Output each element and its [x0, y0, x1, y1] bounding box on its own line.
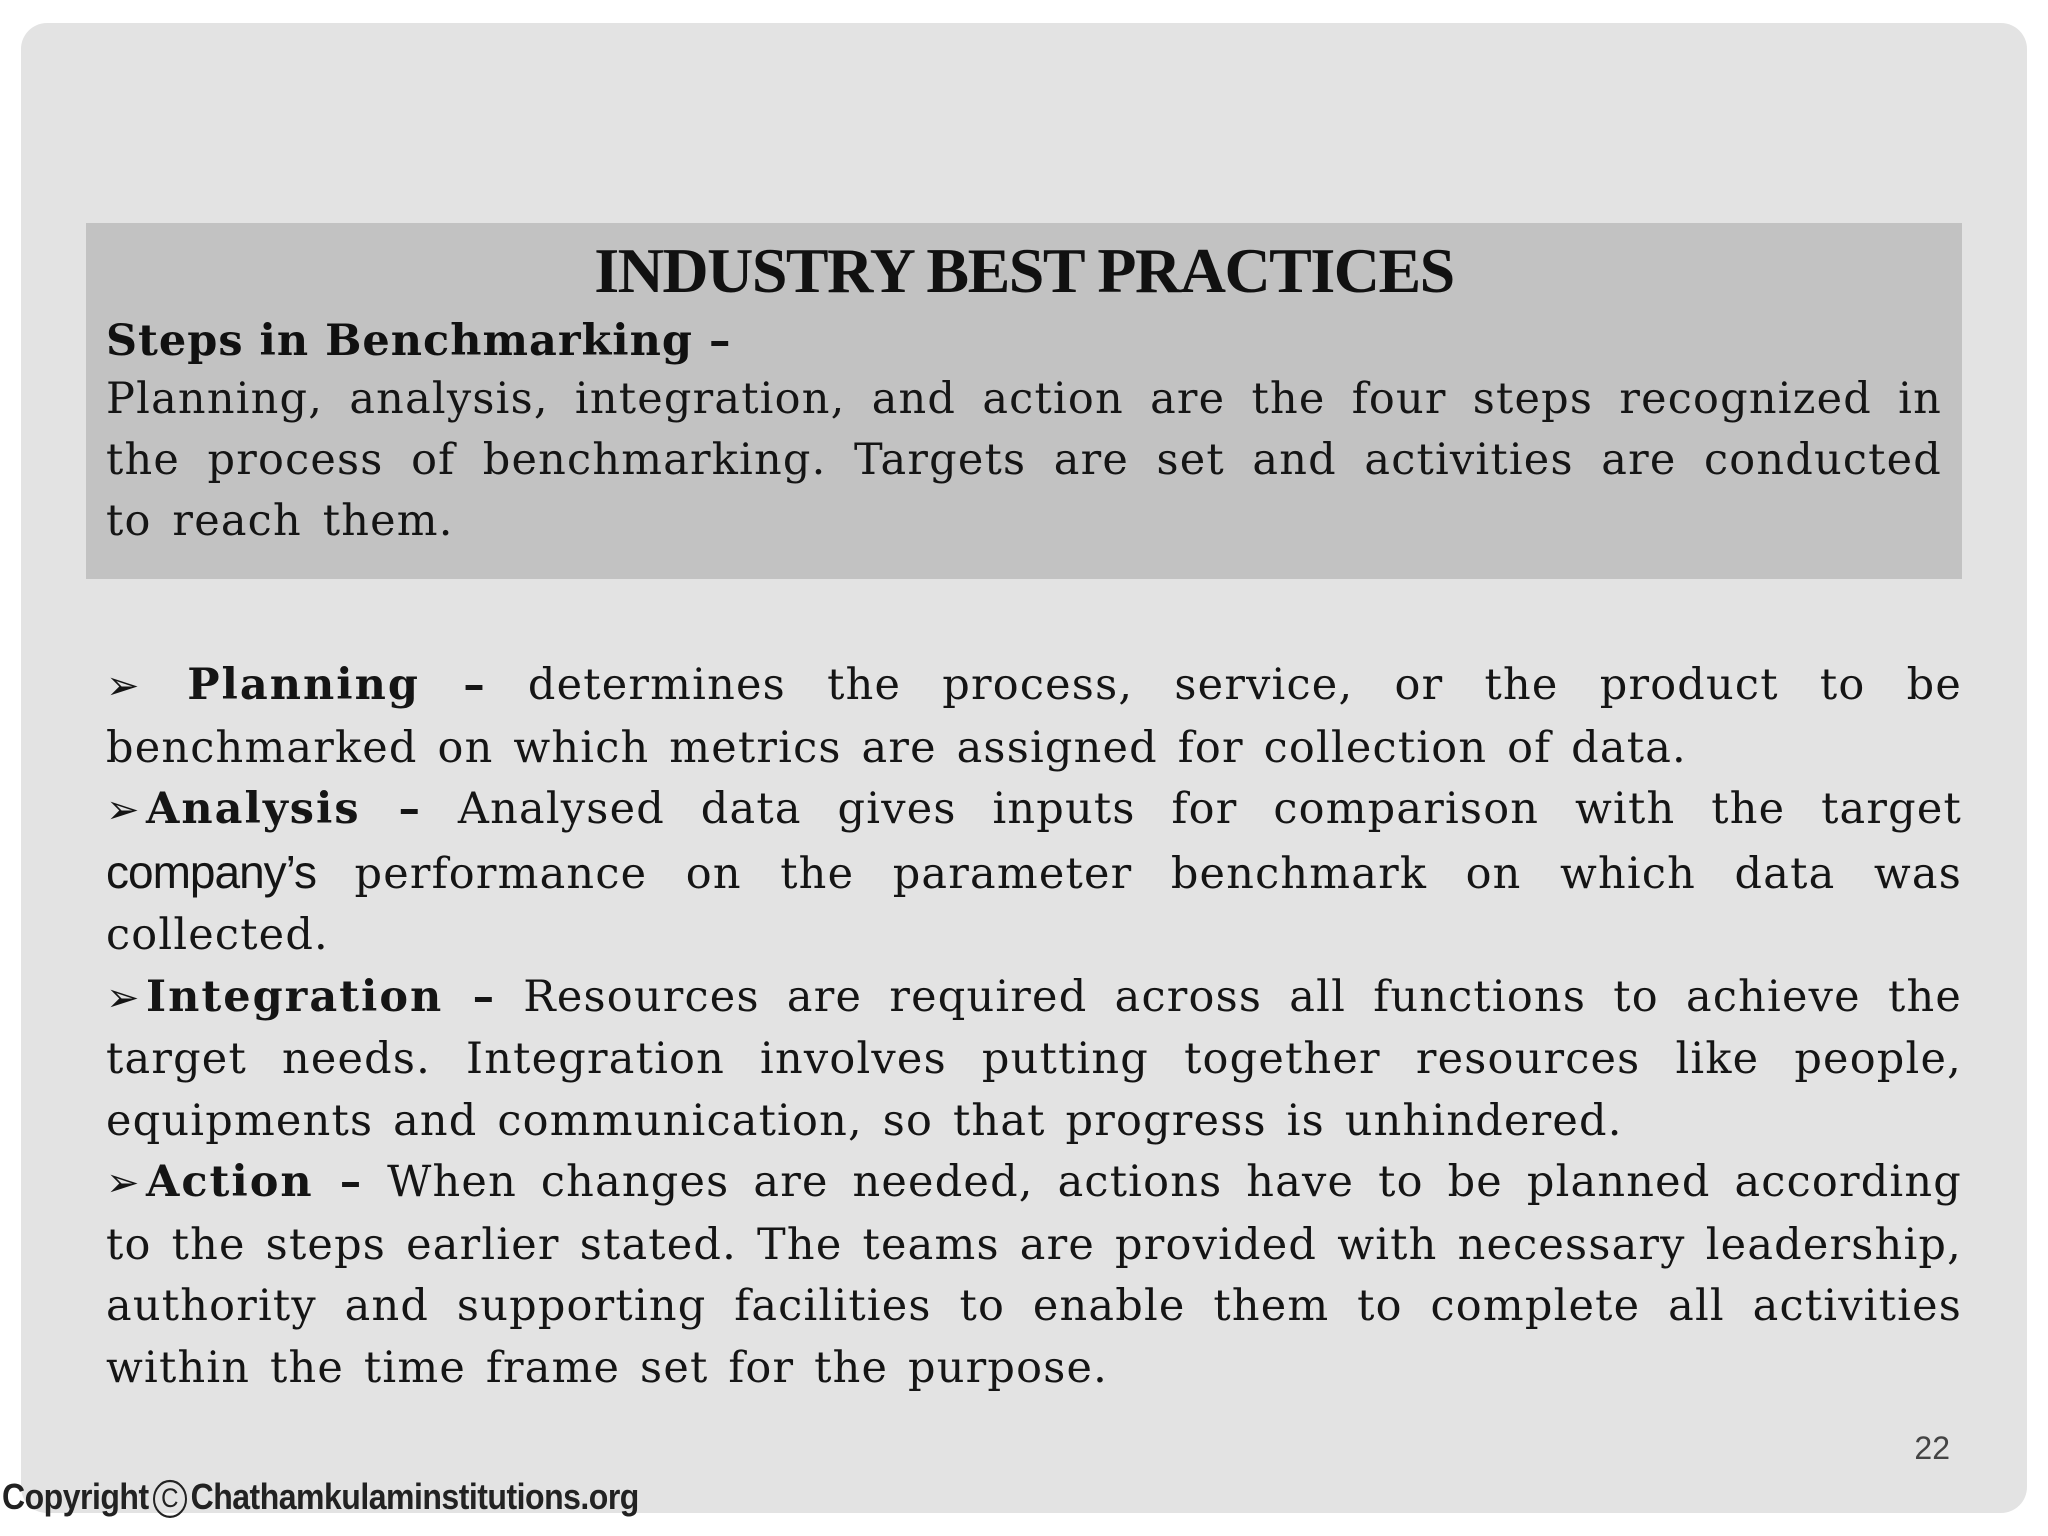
- bullet-term: Analysis –: [146, 784, 423, 834]
- arrowhead-bullet-icon: ➢: [106, 974, 141, 1021]
- arrowhead-bullet-icon: ➢: [106, 1160, 141, 1206]
- bullet-text: Resources are required across all functions to achieve the target needs. Integration involves putting together resources like people, equipments and communication, so that progress is unhindered.: [106, 971, 1962, 1146]
- bullet-text: determines the process, service, or the product to be benchmarked on which metrics are assigned for collection of data.: [106, 660, 1963, 773]
- copyright-label: Copyright: [2, 1476, 149, 1517]
- bullet-list: [106, 655, 1962, 1399]
- section-subtitle: Steps in Benchmarking –: [106, 316, 732, 366]
- bullet-text-company: company’s: [106, 845, 317, 898]
- slide-title: INDUSTRY BEST PRACTICES: [594, 235, 1454, 306]
- copyright-site: Chathamkulaminstitutions.org: [190, 1476, 639, 1517]
- bullet-term: Planning –: [187, 660, 487, 710]
- bullet-action: [106, 1152, 1962, 1399]
- bullet-text: When changes are needed, actions have to be planned according to the steps earlier stated. The teams are provided with necessary leadership, authority and supporting facilities to enable them to complete all activities within the time frame set for the purpose.: [106, 1157, 1963, 1393]
- bullet-planning: [106, 655, 1962, 779]
- slide: [21, 23, 2027, 1513]
- bullet-text-continued: performance on the parameter benchmark on which data was collected.: [106, 848, 1962, 960]
- copyright-symbol-icon: C: [153, 1480, 187, 1518]
- intro-paragraph: Planning, analysis, integration, and action are the four steps recognized in the process of benchmarking. Targets are set and activities are conducted to reach them.: [106, 374, 1942, 546]
- copyright-footer: [2, 1477, 639, 1518]
- arrowhead-bullet-icon: ➢: [106, 663, 141, 709]
- page-number: 22: [1914, 1430, 1950, 1466]
- title-box: [86, 223, 1962, 579]
- bullet-text: Analysed data gives inputs for comparison with the target: [457, 784, 1963, 834]
- bullet-term: Action –: [146, 1157, 364, 1207]
- arrowhead-bullet-icon: ➢: [106, 787, 141, 833]
- bullet-analysis: [106, 779, 1962, 967]
- bullet-integration: [106, 967, 1962, 1153]
- bullet-term: Integration –: [146, 971, 497, 1022]
